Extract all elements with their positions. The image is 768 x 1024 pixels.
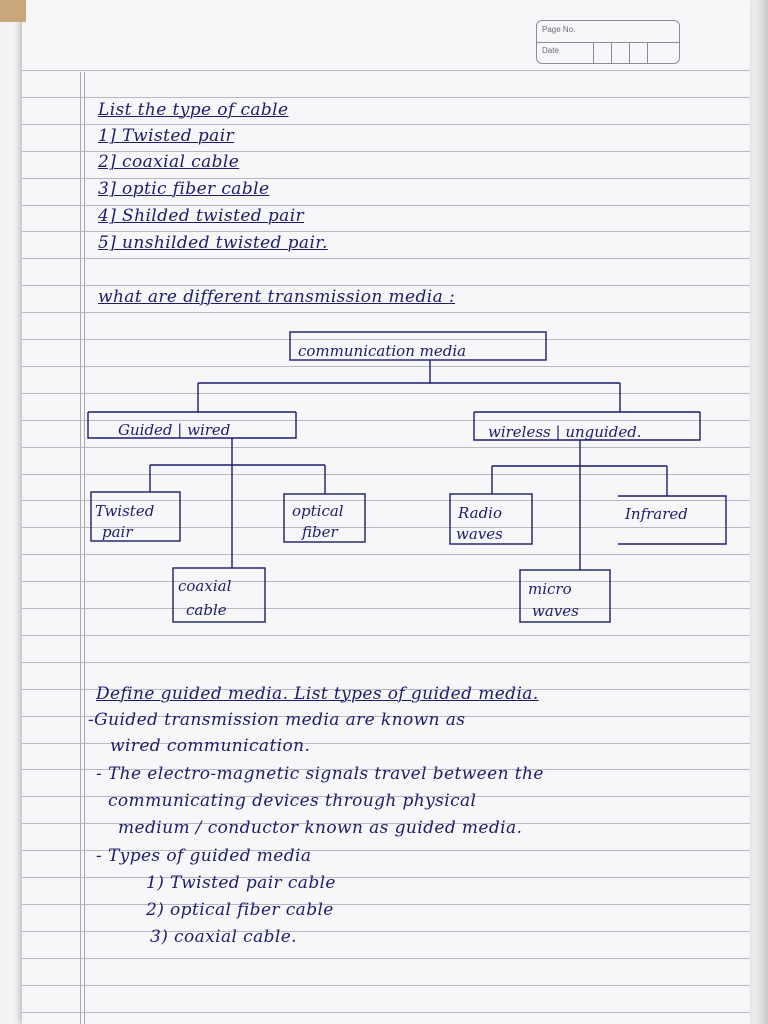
diagram-coaxial-cable-line2: cable (186, 601, 227, 619)
question-guided-media: Define guided media. List types of guided media. (96, 684, 539, 704)
diagram-optical-fiber-line1: optical (292, 502, 344, 520)
list-item: 4] Shilded twisted pair (98, 206, 305, 226)
list-item: 5] unshilded twisted pair. (98, 233, 328, 253)
answer-line: 1) Twisted pair cable (146, 873, 336, 893)
diagram-guided-label: Guided | wired (118, 421, 231, 439)
list-item: 3] optic fiber cable (98, 179, 270, 199)
diagram-infrared-label: Infrared (625, 505, 688, 523)
answer-line: -Guided transmission media are known as (88, 710, 466, 730)
diagram-radio-waves-line2: waves (456, 525, 503, 543)
list-item: 2] coaxial cable (98, 152, 240, 172)
page-no-label: Page No. (542, 25, 576, 34)
diagram-root-label: communication media (298, 342, 467, 360)
diagram-twisted-pair-line1: Twisted (95, 502, 155, 520)
answer-line: communicating devices through physical (108, 791, 477, 811)
question-transmission-media: what are different transmission media : (98, 287, 456, 307)
diagram-radio-waves-line1: Radio (458, 504, 503, 522)
diagram-coaxial-cable-line1: coaxial (178, 577, 232, 595)
answer-line: - Types of guided media (96, 846, 312, 866)
answer-line: 2) optical fiber cable (146, 900, 334, 920)
diagram-micro-waves-line2: waves (532, 602, 579, 620)
diagram-twisted-pair-line2: pair (102, 523, 133, 541)
list-item: 1] Twisted pair (98, 126, 235, 146)
diagram-unguided-label: wireless | unguided. (488, 423, 642, 441)
answer-line: - The electro-magnetic signals travel between the (96, 764, 544, 784)
question-cable-types: List the type of cable (98, 100, 289, 120)
answer-line: wired communication. (110, 736, 311, 756)
diagram-optical-fiber-line2: fiber (302, 523, 338, 541)
diagram-micro-waves-line1: micro (528, 580, 572, 598)
date-label: Date (542, 46, 559, 55)
answer-line: medium / conductor known as guided media. (118, 818, 523, 838)
answer-line: 3) coaxial cable. (150, 927, 297, 947)
